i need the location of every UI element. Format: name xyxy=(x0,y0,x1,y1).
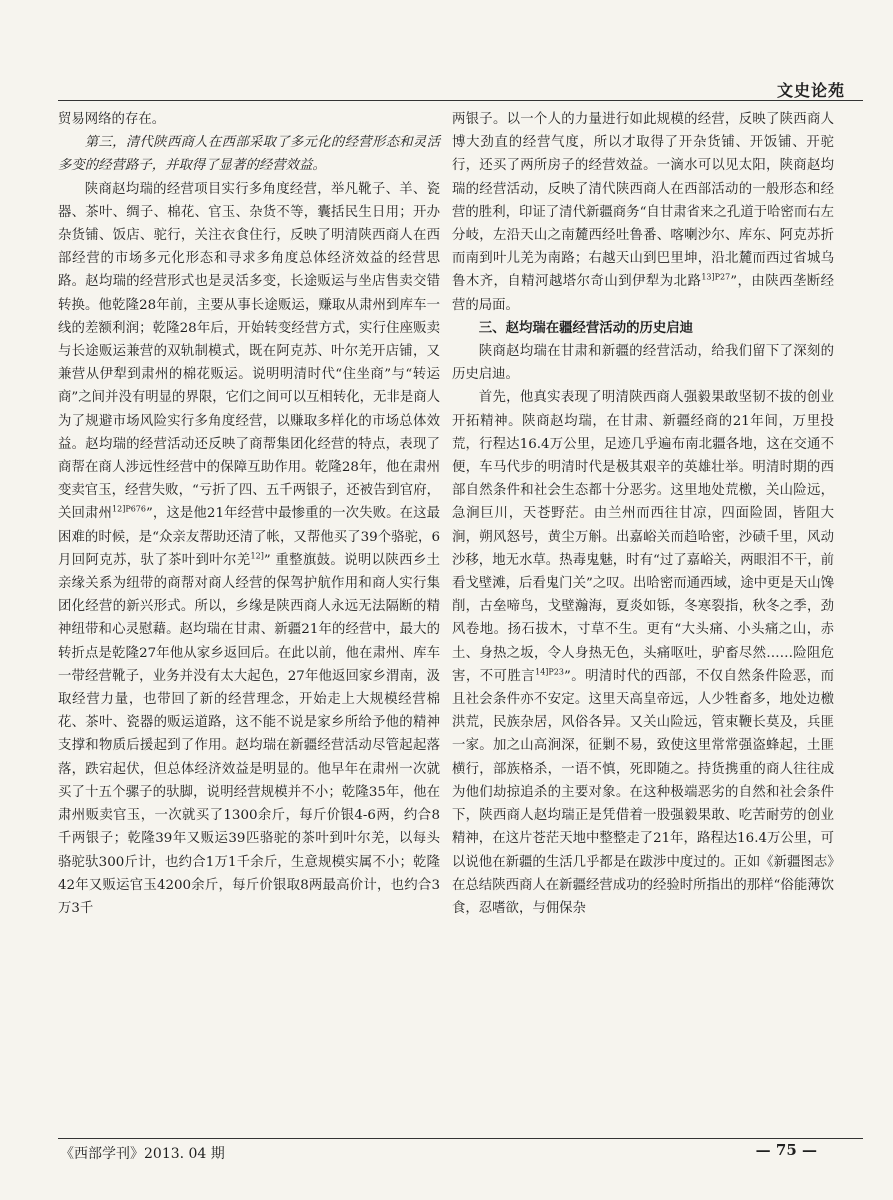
paragraph: 贸易网络的存在。 xyxy=(58,112,166,127)
paragraph: 首先，他真实表现了明清陕西商人强毅果敢坚韧不拔的创业开拓精神。陕商赵均瑞，在甘肃、新疆经商的21年间，万里投荒，行程达16.4万公里，足迹几乎遍布南北疆各地，这在交通不便，车马代步的明清时代是极其艰辛的英雄壮举。明清时期的西部自然条件和社会生态都十分恶劣。这里地处荒檄，关山险远，急涧巨川，天苍野茫。由兰州而西往甘凉，四面险固，皆阻大涧，朔风怒号，黄尘万斛。出嘉峪关而趋哈密，沙碛千里，风动沙移，地无水草。热毒鬼魅，时有“过了嘉峪关，两眼泪不干，前看戈壁滩，后看鬼门关”之叹。出哈密而通西域，途中更是天山馋削，古垒啼鸟，戈壁瀚海，夏炎如铄，冬寒裂指，秋冬之季，劲风卷地。扬石拔木，寸草不生。更有“大头痛、小头痛之山，赤土、身热之坂，令人身热无色，头痛呕吐，驴畜尽然……险阻危害，不可胜言$^{14]P23}$”。明清时代的西部，不仅自然条件险恶，而且社会条件亦不安定。这里天高皇帝远，人少牲畜多，地处边檄洪荒，民族杂居，风俗各异。又关山险远，管束鞭长莫及，兵匪一家。加之山高涧深，征剿不易，致使这里常常强盗蜂起，土匪横行，部族格杀，一语不慎，死即随之。持货携重的商人往往成为他们劫掠追杀的主要对象。在这种极端恶劣的自然和社会条件下，陕西商人赵均瑞正是凭借着一股强毅果敢、吃苦耐劳的创业精神，在这片苍茫天地中整整走了21年，路程达16.4万公里，可以说他在新疆的生活几乎都是在跋涉中度过的。正如《新疆图志》在总结陕西商人在新疆经营成功的经验时所指出的那样“俗能薄饮食，忍嗜欲，与佣保杂 xyxy=(452,390,834,916)
journal-issue: 《西部学刊》2013. 04 期 xyxy=(60,1146,225,1162)
citation: 12] xyxy=(250,551,264,561)
section-label: 文史论苑 xyxy=(776,81,845,100)
footer-rule xyxy=(58,1138,863,1139)
header-rule xyxy=(58,100,863,101)
citation: 13]P27 xyxy=(701,272,731,282)
paragraph: 陕商赵均瑞的经营项目实行多角度经营，举凡靴子、羊、瓷器、茶叶、绸子、棉花、官玉、杂货不等，囊括民生日用；开办杂货铺、饭店、驼行，关注衣食住行，反映了明清陕西商人在西部经营的市场多元化形态和寻求多角度总体经济效益的经营思路。赵均瑞的经营形式也是灵活多变，长途贩运与坐店售卖交错转换。他乾隆28年前，主要从事长途贩运，赚取从肃州到库车一线的差额利润；乾隆28年后，开始转变经营方式，实行住座贩卖与长途贩运兼营的双轨制模式，既在阿克苏、叶尔羌开店铺，又兼营从伊犁到肃州的棉花贩运。说明明清时代“住坐商”与“转运商”之间并没有明显的界限，它们之间可以互相转化，无非是商人为了规避市场风险实行多角度经营，以赚取多样化的市场总体效益。赵均瑞的经营活动还反映了商帮集团化经营的特点，表现了商帮在商人涉远性经营中的保障互助作用。乾隆28年，他在肃州变卖官玉，经营失败，“亏折了四、五千两银子，还被告到官府，关回肃州$^{12]P676}$”，这是他21年经营中最惨重的一次失败。在这最困难的时候，是“众亲友帮助还清了帐，又帮他买了39个骆驼，6月回阿克苏，驮了茶叶到叶尔羌$^{12]}$” 重整旗鼓。说明以陕西乡土亲缘关系为纽带的商帮对商人经营的保驾护航作用和商人实行集团化经营的新兴形式。所以，乡缘是陕西商人永远无法隔断的精神纽带和心灵慰藉。赵均瑞在甘肃、新疆21年的经营中，最大的转折点是乾隆27年他从家乡返回后。在此以前，他在肃州、库车一带经营靴子，业务并没有太大起色，27年他返回家乡渭南，汲取经营力量，也带回了新的经营理念，开始走上大规模经营棉花、茶叶、瓷器的贩运道路，这不能不说是家乡所给予他的精神支撑和物质后援起到了作用。赵均瑞在新疆经营活动尽管起起落落，跌宕起伏，但总体经济效益是明显的。他早年在肃州一次就买了十五个骡子的驮脚，说明经营规模并不小；乾隆35年，他在肃州贩卖官玉，一次就买了1300余斤，每斤价银4-6两，约合8千两银子；乾隆39年又贩运39匹骆驼的茶叶到叶尔羌，以每头骆驼驮300斤计，也约合1万1千余斤，生意规模实属不小；乾隆42年又贩运官玉4200余斤，每斤价银取8两最高价计，也约合3万3千 xyxy=(58,181,441,916)
left-column xyxy=(58,108,440,920)
paragraph: 两银子。以一个人的力量进行如此规模的经营，反映了陕西商人博大劲直的经营气度，所以才取得了开杂货铺、开饭铺、开驼行，还买了两所房子的经营效益。一滴水可以见太阳，陕商赵均瑞的经营活动，反映了清代陕西商人在西部活动的一般形态和经营的胜利，印证了清代新疆商务“自甘肃省来之孔道于哈密而右左分岐，左沿天山之南麓西经吐鲁番、喀喇沙尔、库东、阿克苏折而南到叶儿羌为南路；右越天山到巴里坤，沿北麓而西过省城乌鲁木齐，自精河越塔尔奇山到伊犁为北路$^{13]P27}$”，由陕西垄断经营的局面。 xyxy=(452,112,834,313)
section-heading: 三、赵均瑞在疆经营活动的历史启迪 xyxy=(478,320,694,336)
citation: 14]P23 xyxy=(535,667,564,677)
page-number: — 75 — xyxy=(755,1141,817,1159)
right-column xyxy=(452,108,834,920)
paragraph-italic-point: 第三，清代陕西商人在西部采取了多元化的经营形态和灵活多变的经营路子，并取得了显著的经营效益。 xyxy=(58,135,440,174)
paragraph: 陕商赵均瑞在甘肃和新疆的经营活动，给我们留下了深刻的历史启迪。 xyxy=(452,344,834,383)
citation: 12]P676 xyxy=(112,504,146,514)
